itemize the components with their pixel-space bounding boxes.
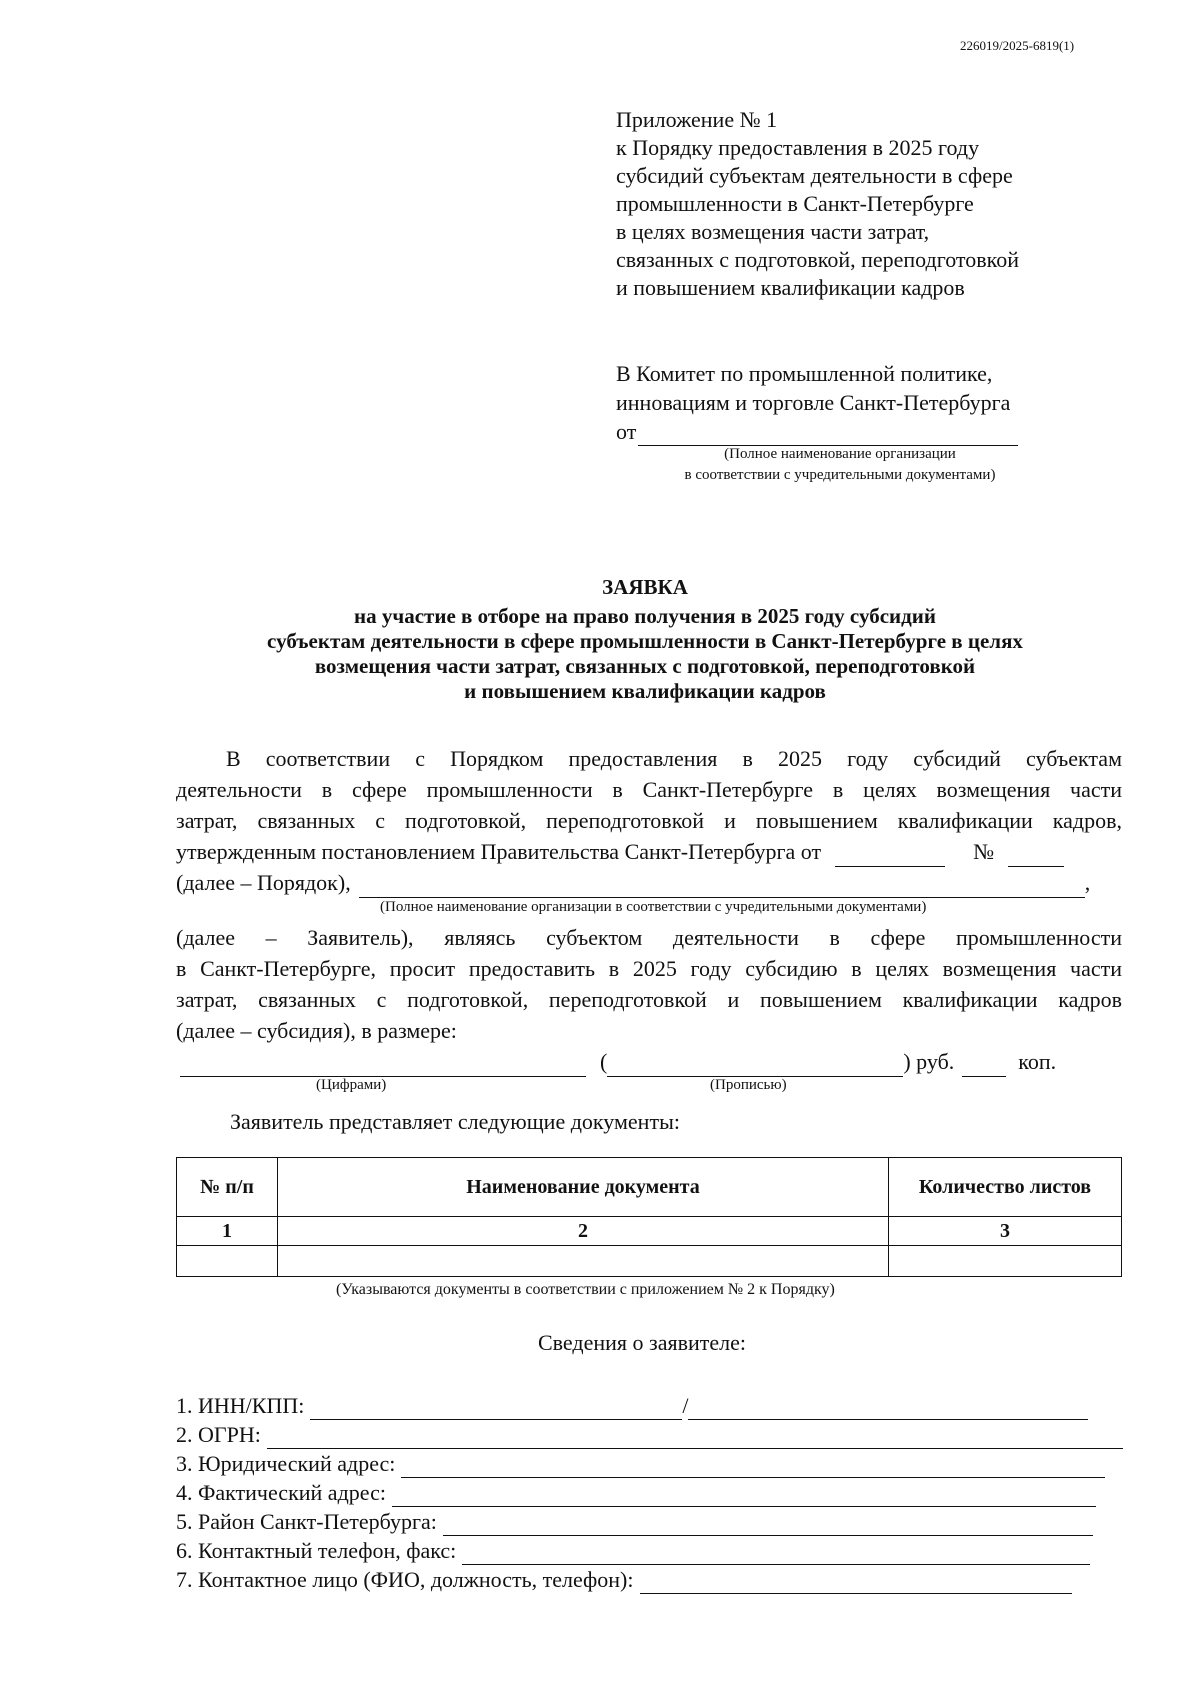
organization-name-field[interactable] [638, 425, 1018, 446]
decree-number-field[interactable] [1008, 846, 1064, 867]
from-label: от [616, 419, 637, 444]
title-main: ЗАЯВКА [602, 575, 688, 599]
applicant-name-hint: (Полное наименование организации в соответствии с учредительными документами) [380, 899, 927, 915]
appendix-line: промышленности в Санкт-Петербурге [616, 191, 974, 216]
inn-field[interactable] [310, 1401, 682, 1420]
organization-name-hint [620, 444, 1060, 486]
table-row [177, 1217, 1122, 1246]
actual-address-label: 4. Фактический адрес: [176, 1480, 386, 1505]
appendix-block [616, 106, 1019, 302]
district-field[interactable] [443, 1517, 1093, 1536]
district-label: 5. Район Санкт-Петербурга: [176, 1509, 437, 1534]
body-line: (далее – субсидия), в размере: [176, 1018, 457, 1043]
applicant-name-field[interactable] [359, 877, 1085, 898]
body-line: В соответствии с Порядком предоставления в 2025 году субсидий субъектам [226, 746, 1122, 771]
body-text: утвержденным постановлением Правительства Санкт-Петербурга от [176, 839, 822, 864]
appendix-line: и повышением квалификации кадров [616, 275, 965, 300]
hint-line: в соответствии с учредительными документами) [684, 467, 996, 483]
number-sign: № [973, 839, 995, 864]
column-header-document-name: Наименование документа [278, 1158, 889, 1217]
addressee-line: инновациям и торговле Санкт-Петербурга [616, 390, 1011, 415]
title-line: и повышением квалификации кадров [464, 679, 826, 703]
body-line: в Санкт-Петербурге, просит предоставить в 2025 году субсидию в целях возмещения части [176, 956, 1122, 981]
words-hint: (Прописью) [710, 1077, 787, 1093]
legal-address-label: 3. Юридический адрес: [176, 1451, 396, 1476]
amount-words-field[interactable] [607, 1056, 903, 1077]
slash: / [682, 1393, 689, 1418]
column-header-sheet-count: Количество листов [889, 1158, 1122, 1217]
legal-address-line [176, 1450, 1105, 1478]
table-header-row [177, 1158, 1122, 1217]
table-note: (Указываются документы в соответствии с приложением № 2 к Порядку) [336, 1281, 835, 1298]
application-title [150, 575, 1140, 704]
body-line: затрат, связанных с подготовкой, переподготовкой и повышением квалификации кадров [176, 987, 1122, 1012]
contact-person-field[interactable] [640, 1575, 1072, 1594]
addressee-line: В Комитет по промышленной политике, [616, 361, 993, 386]
body-line: затрат, связанных с подготовкой, переподготовкой и повышением квалификации кадров, [176, 808, 1122, 833]
digits-hint: (Цифрами) [316, 1077, 387, 1093]
title-line: на участие в отборе на право получения в 2025 году субсидий [354, 604, 936, 628]
district-line [176, 1508, 1093, 1536]
rub-label: ) руб. [903, 1049, 955, 1074]
amount-digits-field[interactable] [180, 1056, 586, 1077]
hint-line: (Полное наименование организации [724, 446, 956, 462]
appendix-line: субсидий субъектам деятельности в сфере [616, 163, 1013, 188]
actual-address-line [176, 1479, 1096, 1507]
phone-fax-line [176, 1537, 1090, 1565]
decree-date-field[interactable] [835, 846, 945, 867]
documents-intro: Заявитель представляет следующие документы: [230, 1109, 680, 1134]
appendix-line: Приложение № 1 [616, 107, 778, 132]
table-cell-empty[interactable] [177, 1246, 278, 1277]
comma: , [1084, 870, 1091, 895]
table-cell: 2 [278, 1217, 889, 1246]
legal-address-field[interactable] [401, 1459, 1105, 1478]
appendix-line: к Порядку предоставления в 2025 году [616, 135, 980, 160]
ogrn-field[interactable] [267, 1430, 1123, 1449]
table-row [177, 1246, 1122, 1277]
actual-address-field[interactable] [392, 1488, 1096, 1507]
table-cell: 1 [177, 1217, 278, 1246]
ogrn-label: 2. ОГРН: [176, 1422, 261, 1447]
table-cell-empty[interactable] [889, 1246, 1122, 1277]
contact-person-label: 7. Контактное лицо (ФИО, должность, телефон): [176, 1567, 634, 1592]
table-cell-empty[interactable] [278, 1246, 889, 1277]
appendix-line: в целях возмещения части затрат, [616, 219, 930, 244]
contact-person-line [176, 1566, 1072, 1594]
column-header-number: № п/п [177, 1158, 278, 1217]
addressee-block [616, 359, 1018, 446]
body-text: (далее – Порядок), [176, 870, 351, 895]
ogrn-line [176, 1421, 1123, 1449]
inn-kpp-label: 1. ИНН/КПП: [176, 1393, 305, 1418]
paren: ( [600, 1049, 608, 1074]
inn-kpp-line [176, 1392, 1088, 1420]
appendix-line: связанных с подготовкой, переподготовкой [616, 247, 1019, 272]
phone-fax-label: 6. Контактный телефон, факс: [176, 1538, 457, 1563]
kopeks-field[interactable] [962, 1056, 1006, 1077]
document-number: 226019/2025-6819(1) [960, 38, 1075, 53]
body-line [176, 867, 1122, 898]
body-line: (далее – Заявитель), являясь субъектом деятельности в сфере промышленности [176, 925, 1122, 950]
table-cell: 3 [889, 1217, 1122, 1246]
documents-table [176, 1157, 1122, 1277]
body-line: деятельности в сфере промышленности в Санкт-Петербурге в целях возмещения части [176, 777, 1122, 802]
title-line: субъектам деятельности в сфере промышленности в Санкт-Петербурге в целях [267, 629, 1023, 653]
from-line [616, 417, 1018, 446]
title-line: возмещения части затрат, связанных с подготовкой, переподготовкой [314, 654, 976, 678]
kop-label: коп. [1018, 1049, 1057, 1074]
amount-line [180, 1046, 1056, 1077]
applicant-info-heading: Сведения о заявителе: [538, 1330, 747, 1355]
phone-fax-field[interactable] [462, 1546, 1090, 1565]
body-line [176, 836, 1122, 867]
kpp-field[interactable] [688, 1401, 1088, 1420]
